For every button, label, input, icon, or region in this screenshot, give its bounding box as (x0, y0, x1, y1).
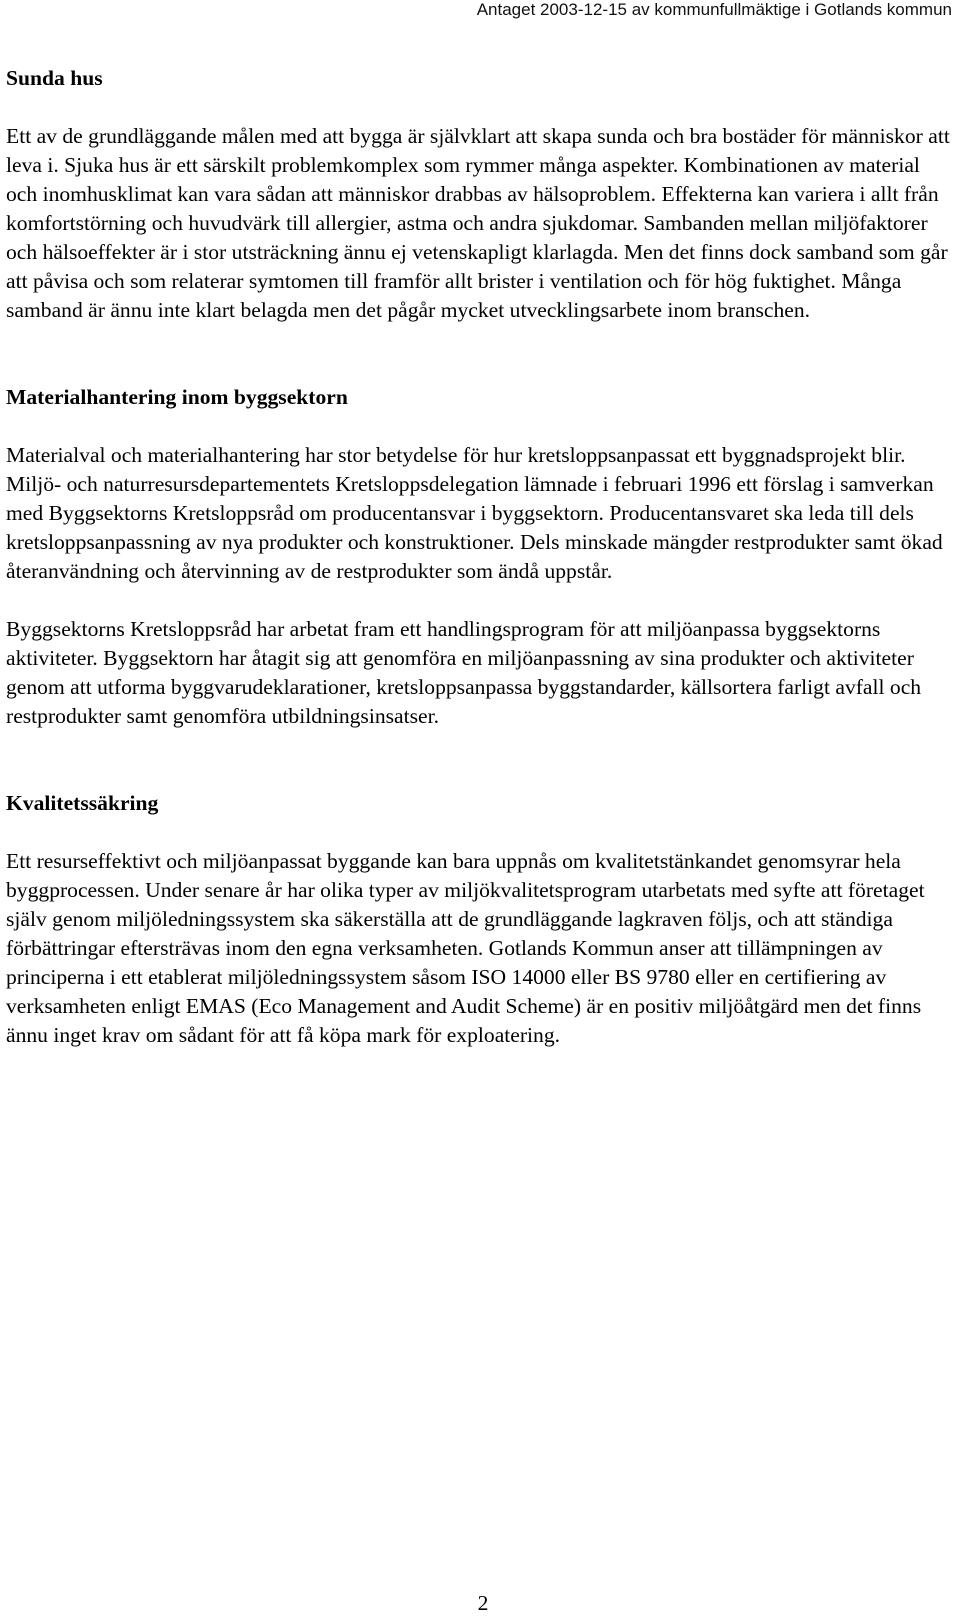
paragraph: Byggsektorns Kretsloppsråd har arbetat fram ett handlingsprogram för att miljöanpassa byggsektorns aktiviteter. Byggsektorn har åtagit sig att genomföra en miljöanpassning av sina produkter och aktiviteter genom att utforma byggvarudeklarationer, kretsloppsanpassa byggstandarder, källsortera farligt avfall och restprodukter samt genomföra utbildningsinsatser. (6, 617, 922, 728)
page-number: 2 (477, 1591, 489, 1615)
section-heading: Sunda hus (6, 66, 103, 90)
header-text: Antaget 2003-12-15 av kommunfullmäktige i Gotlands kommun (476, 0, 952, 19)
section-heading: Materialhantering inom byggsektorn (6, 385, 348, 409)
paragraph: Ett av de grundläggande målen med att bygga är självklart att skapa sunda och bra bostäder för människor att leva i. Sjuka hus är ett särskilt problemkomplex som rymmer många aspekter. Kombinationen av material och inomhusklimat kan vara sådan att människor drabbas av hälsoproblem. Effekterna kan variera i allt från komfortstörning och huvudvärk till allergier, astma och andra sjukdomar. Sambanden mellan miljöfaktorer och hälsoeffekter är i stor utsträckning ännu ej vetenskapligt klarlagda. Men det finns dock samband som går att påvisa och som relaterar symtomen till framför allt brister i ventilation och för hög fuktighet. Många samband är ännu inte klart belagda men det pågår mycket utvecklingsarbete inom branschen. (6, 124, 950, 322)
section-kvalitetssakring (6, 789, 956, 1050)
running-header (0, 0, 960, 20)
section-heading: Kvalitetssäkring (6, 791, 159, 815)
document-body (6, 64, 956, 1050)
section-materialhantering (6, 383, 956, 731)
section-sunda-hus (6, 64, 956, 325)
paragraph: Ett resurseffektivt och miljöanpassat byggande kan bara uppnås om kvalitetstänkandet genomsyrar hela byggprocessen. Under senare år har olika typer av miljökvalitetsprogram utarbetats med syfte att företaget själv genom miljöledningssystem ska säkerställa att de grundläggande lagkraven följs, och att ständiga förbättringar eftersträvas inom den egna verksamheten. Gotlands Kommun anser att tillämpningen av principerna i ett etablerat miljöledningssystem såsom ISO 14000 eller BS 9780 eller en certifiering av verksamheten enligt EMAS (Eco Management and Audit Scheme) är en positiv miljöåtgärd men det finns ännu inget krav om sådant för att få köpa mark för exploatering. (6, 849, 925, 1047)
paragraph: Materialval och materialhantering har stor betydelse för hur kretsloppsanpassat ett byggnadsprojekt blir. Miljö- och naturresursdepartementets Kretsloppsdelegation lämnade i februari 1996 ett förslag i samverkan med Byggsektorns Kretsloppsråd om producentansvar i byggsektorn. Producentansvaret ska leda till dels kretsloppsanpassning av nya produkter och konstruktioner. Dels minskade mängder restprodukter samt ökad återanvändning och återvinning av de restprodukter som ändå uppstår. (6, 443, 943, 583)
